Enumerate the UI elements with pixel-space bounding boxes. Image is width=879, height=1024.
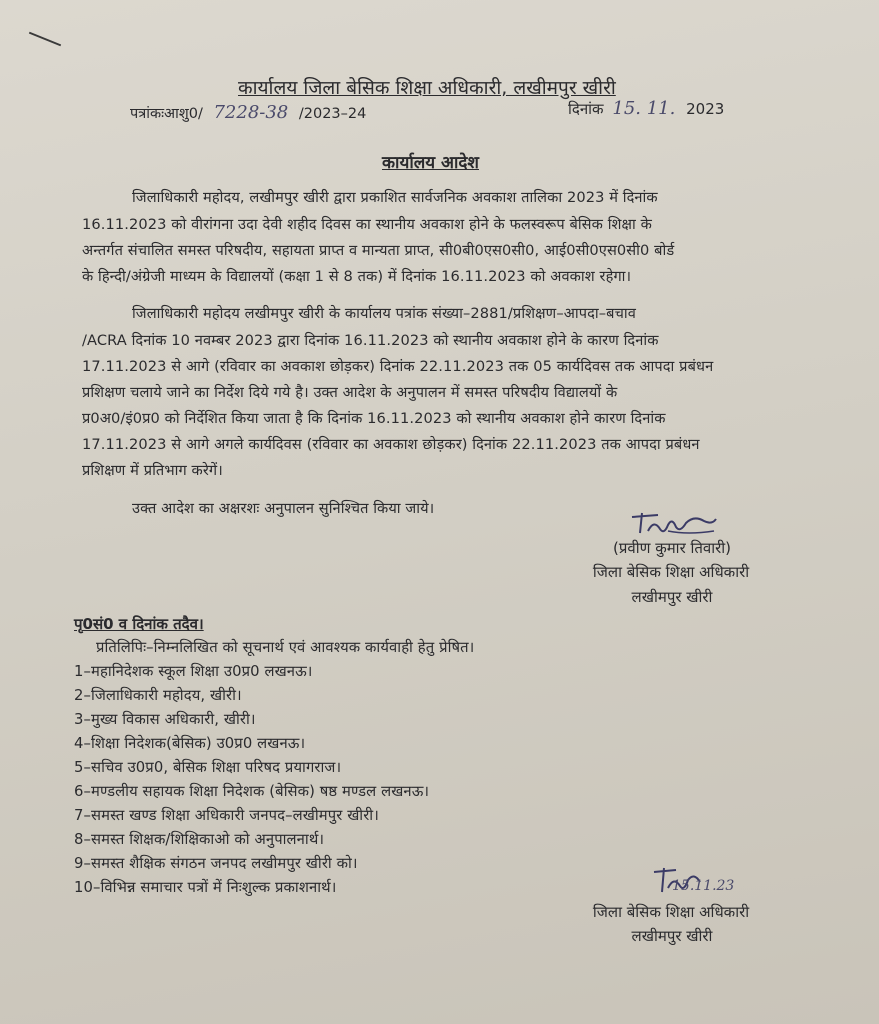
copy-item: 7–समस्त खण्ड शिक्षा अधिकारी जनपद–लखीमपुर खीरी।: [74, 807, 379, 824]
office-title: कार्यालय जिला बेसिक शिक्षा अधिकारी, लखीमपुर खीरी: [238, 77, 616, 99]
copy-item: 5–सचिव उ0प्र0, बेसिक शिक्षा परिषद प्रयागराज।: [74, 759, 342, 776]
ref-suffix: /2023–24: [298, 106, 367, 122]
copy-item: 9–समस्त शैक्षिक संगठन जनपद लखीमपुर खीरी को।: [74, 855, 358, 872]
para2-line: प्र0अ0/इं0प्र0 को निर्देशित किया जाता है कि दिनांक 16.11.2023 को स्थानीय अवकाश होने कारण दिनांक: [82, 410, 666, 427]
copy-item: 2–जिलाधिकारी महोदय, खीरी।: [74, 687, 242, 704]
para1-line: जिलाधिकारी महोदय, लखीमपुर खीरी द्वारा प्रकाशित सार्वजनिक अवकाश तालिका 2023 में दिनांक: [132, 189, 658, 206]
copy-item: 4–शिक्षा निदेशक(बेसिक) उ0प्र0 लखनऊ।: [74, 735, 306, 752]
order-title: कार्यालय आदेश: [382, 153, 479, 173]
para3-line: उक्त आदेश का अक्षरशः अनुपालन सुनिश्चित किया जाये।: [132, 500, 435, 517]
copy-intro: प्रतिलिपिः–निम्नलिखित को सूचनार्थ एवं आवश्यक कार्यवाही हेतु प्रेषित।: [96, 639, 475, 656]
reference-number: [130, 102, 366, 123]
para2-line: प्रशिक्षण में प्रतिभाग करेगें।: [82, 462, 223, 479]
copy-item: 1–महानिदेशक स्कूल शिक्षा उ0प्र0 लखनऊ।: [74, 663, 313, 680]
signatory-name: (प्रवीण कुमार तिवारी): [612, 539, 732, 557]
ref-prefix: पत्रांकःआशु0/: [130, 106, 203, 122]
copy-item: 3–मुख्य विकास अधिकारी, खीरी।: [74, 711, 256, 728]
copy-item: 10–विभिन्न समाचार पत्रों में निःशुल्क प्रकाशनार्थ।: [74, 879, 337, 896]
pen-mark: [29, 32, 61, 47]
signatory2-place: लखीमपुर खीरी: [631, 927, 713, 945]
para1-line: 16.11.2023 को वीरांगना उदा देवी शहीद दिवस का स्थानीय अवकाश होने के फलस्वरूप बेसिक शिक्षा के: [82, 216, 652, 233]
date-handwritten: 15. 11.: [612, 98, 676, 119]
copy-item: 8–समस्त शिक्षक/शिक्षिकाओ को अनुपालनार्थ।: [74, 831, 325, 848]
footer-heading: पृ0सं0 व दिनांक तदैव।: [74, 615, 204, 633]
date-label: दिनांक: [568, 100, 604, 118]
para1-line: अन्तर्गत संचालित समस्त परिषदीय, सहायता प्राप्त व मान्यता प्राप्त, सी0बी0एस0सी0, आई0सी0एस0सी0 बोर्ड: [82, 242, 675, 259]
ref-number-handwritten: 7228-38: [213, 102, 289, 123]
para2-line: 17.11.2023 से आगे अगले कार्यदिवस (रविवार का अवकाश छोड़कर) दिनांक 22.11.2023 तक आपदा प्रबंधन: [82, 436, 700, 453]
para1-line: के हिन्दी/अंग्रेजी माध्यम के विद्यालयों (कक्षा 1 से 8 तक) में दिनांक 16.11.2023 को अवकाश रहेगा।: [82, 268, 632, 285]
para2-line: /ACRA दिनांक 10 नवम्बर 2023 द्वारा दिनांक 16.11.2023 को स्थानीय अवकाश होने के कारण दिनांक: [82, 332, 659, 349]
para2-line: जिलाधिकारी महोदय लखीमपुर खीरी के कार्यालय पत्रांक संख्या–2881/प्रशिक्षण–आपदा–बचाव: [132, 305, 636, 322]
signatory2-designation: जिला बेसिक शिक्षा अधिकारी: [592, 903, 750, 921]
para2-line: प्रशिक्षण चलाये जाने का निर्देश दिये गये है। उक्त आदेश के अनुपालन में समस्त परिषदीय विद्यालयों के: [82, 384, 618, 401]
initial-date-handwritten: 15.11.23: [672, 878, 735, 894]
signatory-designation: जिला बेसिक शिक्षा अधिकारी: [592, 563, 750, 581]
date-year: 2023: [686, 100, 725, 118]
copy-item: 6–मण्डलीय सहायक शिक्षा निदेशक (बेसिक) षष्ठ मण्डल लखनऊ।: [74, 783, 430, 800]
document-date: [568, 98, 724, 119]
para2-line: 17.11.2023 से आगे (रविवार का अवकाश छोड़कर) दिनांक 22.11.2023 तक 05 कार्यदिवस तक आपदा प्रबंधन: [82, 358, 714, 375]
signatory-place: लखीमपुर खीरी: [631, 588, 713, 606]
signature-scribble: [628, 505, 720, 537]
